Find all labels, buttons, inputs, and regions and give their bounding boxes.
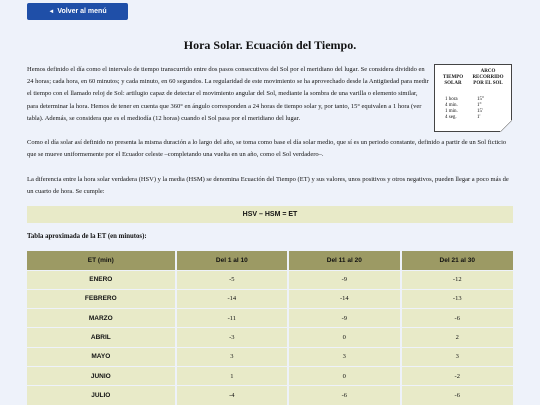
intro-paragraph: Hemos definido el día como el intervalo de tiempo transcurrido entre dos pasos consecutivos del Sol por el meridiano del lugar. Se considera dividido en 24 horas; cada hora, en 60 minutos; y cada minuto, en 60 segundos. La regularidad de este movimiento se ha aprovechado desde la Antigüedad para medir el tiempo con el llamado reloj de Sol: artilugio capaz de detectar el movimiento angular del Sol, mediante la sombra de una varilla o elemento similar, para determinar la hora. Hemos de tener en cuenta que 360° en ángulo corresponden a 24 horas de tiempo solar y, por tanto, 15° equivalen a 1 hora (ver tabla). Además, se considera que es el mediodía (12 horas) cuando el Sol pasa por el meridiano del lugar. xyxy=(27,66,429,122)
et-value-cell: -6 xyxy=(288,386,400,405)
table-row xyxy=(27,270,513,289)
card-row: 4 seg. 1' xyxy=(445,115,481,120)
month-cell: ENERO xyxy=(27,270,176,289)
card-col-arc: ARCO RECORRIDO POR EL SOL xyxy=(472,69,504,86)
table-title: Tabla aproximada de la ET (en minutos): xyxy=(27,233,147,240)
mean-solar-day-paragraph: Como el día solar así definido no presenta la misma duración a lo largo del año, se toma como base el día solar medio, que sí es un periodo constante, definido a partir de un Sol ficticio que se mueve uniformemente por el Ecuador celeste –completando una vuelta en un año, como el Sol verdadero–. xyxy=(27,139,507,159)
et-value-cell: -14 xyxy=(288,289,400,308)
et-value-cell: -14 xyxy=(176,289,288,308)
table-row xyxy=(27,309,513,328)
table-row xyxy=(27,347,513,366)
header-cell: Del 21 al 30 xyxy=(401,251,513,270)
card-row: 1 min. 15' xyxy=(445,109,483,114)
et-value-cell: -6 xyxy=(401,309,513,328)
back-button-label: Volver al menú xyxy=(57,8,107,15)
et-value-cell: 0 xyxy=(288,366,400,385)
header-cell: Del 1 al 10 xyxy=(176,251,288,270)
page-curl-icon xyxy=(500,120,512,132)
et-value-cell: -3 xyxy=(176,328,288,347)
month-cell: MAYO xyxy=(27,347,176,366)
et-value-cell: -2 xyxy=(401,366,513,385)
left-arrow-icon: ◄ xyxy=(48,8,55,15)
et-value-cell: -13 xyxy=(401,289,513,308)
header-cell: Del 11 al 20 xyxy=(288,251,400,270)
et-value-cell: 1 xyxy=(176,366,288,385)
month-cell: JULIO xyxy=(27,386,176,405)
month-cell: ABRIL xyxy=(27,328,176,347)
table-row xyxy=(27,386,513,405)
card-col-time: TIEMPO SOLAR xyxy=(442,75,464,86)
table-row xyxy=(27,366,513,385)
equation-of-time-paragraph: La diferencia entre la hora solar verdadera (HSV) y la media (HSM) se denomina Ecuación del Tiempo (ET) y sus valores, unos positivos y otros negativos, pueden llegar a poco más de un cuarto de hora. Se cumple: xyxy=(27,176,509,196)
table-row xyxy=(27,328,513,347)
table-row xyxy=(27,289,513,308)
header-cell: ET (min) xyxy=(27,251,176,270)
page-title: Hora Solar. Ecuación del Tiempo. xyxy=(183,38,357,52)
et-value-cell: -12 xyxy=(401,270,513,289)
et-value-cell: -5 xyxy=(176,270,288,289)
formula-box: HSV – HSM = ET xyxy=(27,206,513,223)
et-value-cell: 2 xyxy=(401,328,513,347)
et-value-cell: 3 xyxy=(176,347,288,366)
et-value-cell: 3 xyxy=(401,347,513,366)
et-value-cell: 0 xyxy=(288,328,400,347)
month-cell: MARZO xyxy=(27,309,176,328)
et-value-cell: -11 xyxy=(176,309,288,328)
et-value-cell: -9 xyxy=(288,270,400,289)
et-value-cell: -9 xyxy=(288,309,400,328)
table-header-row xyxy=(27,251,513,270)
et-value-cell: -6 xyxy=(401,386,513,405)
card-row: 1 hora 15° xyxy=(445,97,484,102)
back-to-menu-button[interactable] xyxy=(27,3,128,20)
solar-arc-card xyxy=(434,64,512,132)
et-value-cell: 3 xyxy=(288,347,400,366)
card-row: 4 min. 1° xyxy=(445,103,482,108)
et-value-cell: -4 xyxy=(176,386,288,405)
et-table xyxy=(27,251,513,405)
month-cell: JUNIO xyxy=(27,366,176,385)
month-cell: FEBRERO xyxy=(27,289,176,308)
